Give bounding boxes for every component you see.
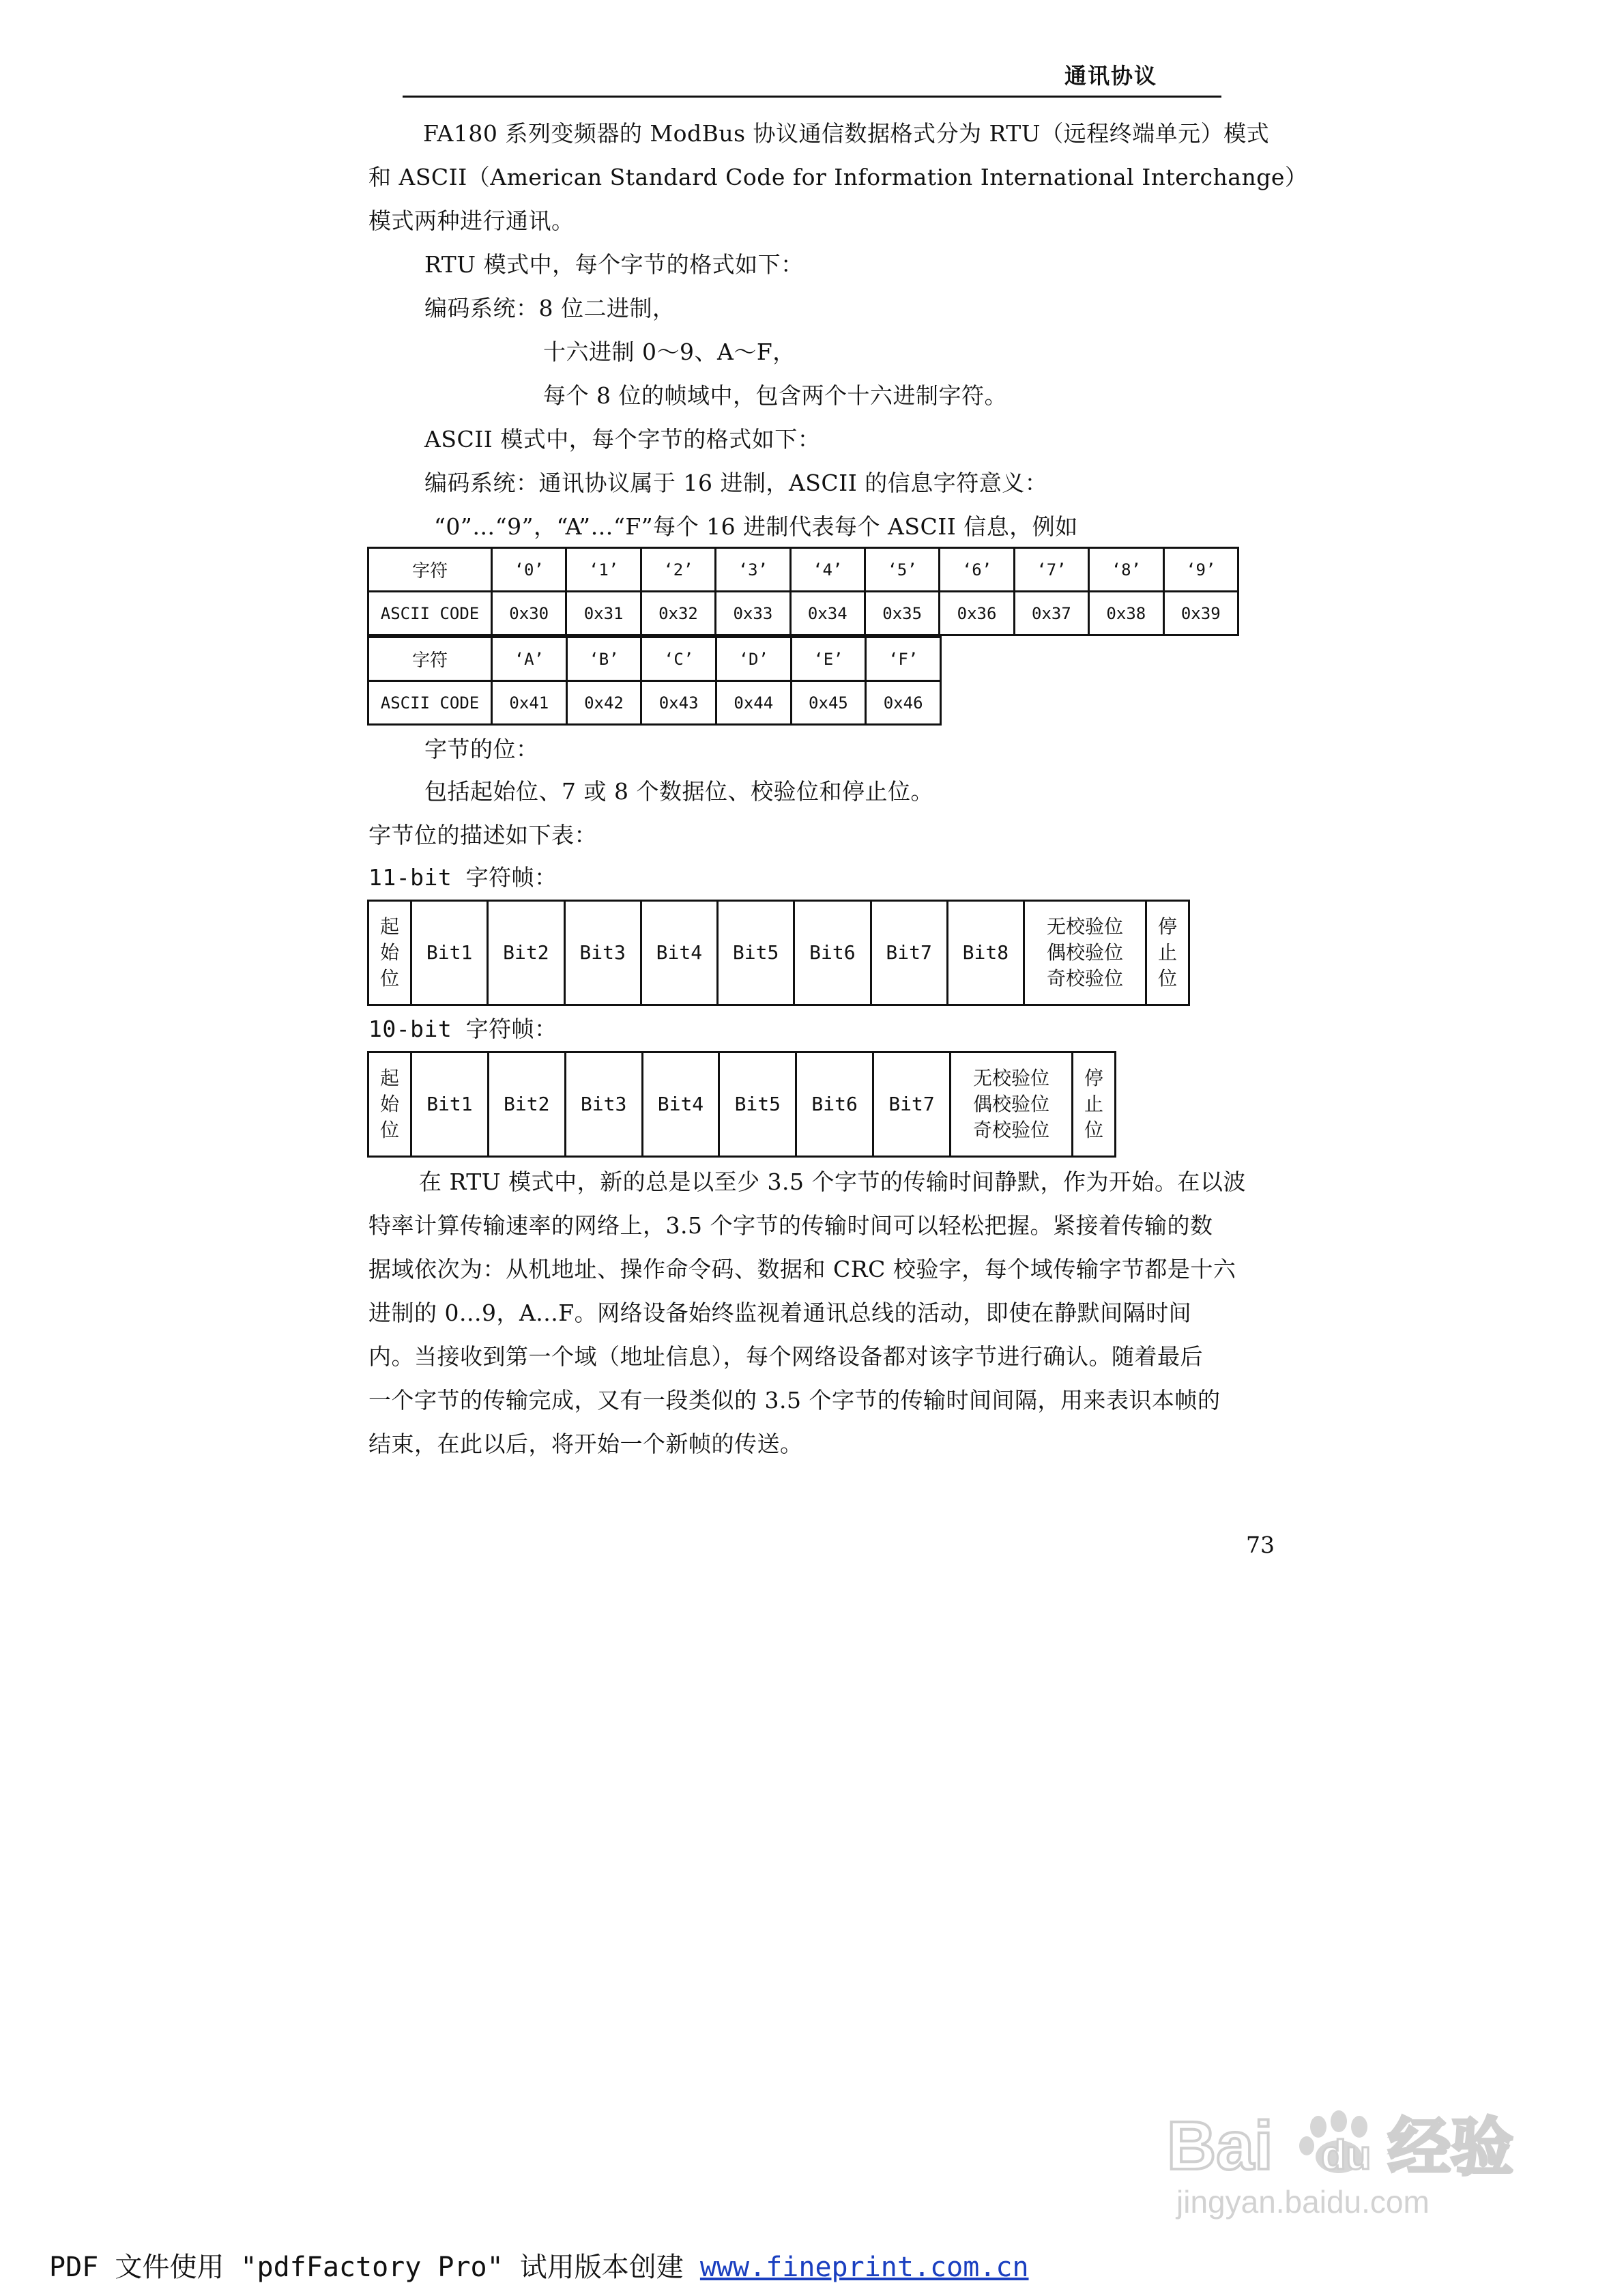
table-cell: ‘6’ xyxy=(940,548,1014,592)
data-bit-cell: Bit5 xyxy=(718,901,794,1005)
table-cell: 0x41 xyxy=(492,681,567,725)
data-bit-cell: Bit1 xyxy=(411,901,488,1005)
watermark-brand-text-2: du xyxy=(1321,2132,1372,2178)
table-cell: ‘2’ xyxy=(641,548,715,592)
table-cell: 0x43 xyxy=(641,681,716,725)
rtu-encoding-line-3: 每个 8 位的帧域中，包含两个十六进制字符。 xyxy=(543,382,1007,409)
rtu-body-line-6: 一个字节的传输完成，又有一段类似的 3.5 个字节的传输时间间隔，用来表识本帧的 xyxy=(368,1387,1221,1414)
byte-bits-heading: 字节的位： xyxy=(424,736,539,762)
watermark-url-text: jingyan.baidu.com xyxy=(1176,2184,1430,2220)
table-cell: 0x35 xyxy=(865,592,939,635)
ascii-format-title: ASCII 模式中，每个字节的格式如下： xyxy=(424,426,821,453)
data-bit-cell: Bit1 xyxy=(411,1052,489,1157)
frame10-table xyxy=(367,1051,1116,1158)
rtu-body-line-3: 据域依次为：从机地址、操作命令码、数据和 CRC 校验字，每个域传输字节都是十六 xyxy=(368,1256,1236,1282)
page-number: 73 xyxy=(1246,1532,1275,1558)
header-rule xyxy=(403,96,1221,98)
start-bit-cell: 起 始 位 xyxy=(368,901,411,1005)
page-header-title: 通讯协议 xyxy=(1064,63,1158,89)
intro-line-3: 模式两种进行通讯。 xyxy=(368,207,575,234)
row-label-code: ASCII CODE xyxy=(368,592,492,635)
table-cell: ‘B’ xyxy=(566,637,641,681)
watermark-product-text: 经验 xyxy=(1388,2111,1514,2184)
start-bit-cell: 起 始 位 xyxy=(368,1052,411,1157)
data-bit-cell: Bit3 xyxy=(564,901,641,1005)
stop-bit-cell: 停 止 位 xyxy=(1073,1052,1116,1157)
frame10-label: 10-bit 字符帧： xyxy=(368,1016,557,1042)
table-cell: 0x32 xyxy=(641,592,715,635)
data-bit-cell: Bit8 xyxy=(947,901,1024,1005)
rtu-encoding-line-2: 十六进制 0～9、A～F， xyxy=(543,339,796,365)
ascii-example-line: “0”…“9”，“A”…“F”每个 16 进制代表每个 ASCII 信息，例如 xyxy=(434,513,1078,540)
rtu-body-line-1: 在 RTU 模式中，新的总是以至少 3.5 个字节的传输时间静默，作为开始。在以波 xyxy=(419,1168,1247,1195)
data-bit-cell: Bit2 xyxy=(488,1052,565,1157)
watermark-brand-text: Bai xyxy=(1167,2108,1273,2184)
table-row xyxy=(368,1052,1116,1157)
data-bit-cell: Bit4 xyxy=(642,1052,719,1157)
table-cell: 0x30 xyxy=(492,592,566,635)
table-cell: ‘5’ xyxy=(865,548,939,592)
frame11-label: 11-bit 字符帧： xyxy=(368,864,557,891)
ascii-digits-table xyxy=(367,547,1239,636)
table-cell: ‘E’ xyxy=(791,637,866,681)
table-cell: 0x34 xyxy=(790,592,865,635)
table-cell: ‘1’ xyxy=(566,548,641,592)
parity-bit-cell: 无校验位 偶校验位 奇校验位 xyxy=(951,1052,1073,1157)
rtu-format-title: RTU 模式中，每个字节的格式如下： xyxy=(424,251,804,278)
table-cell: ‘A’ xyxy=(492,637,567,681)
data-bit-cell: Bit7 xyxy=(873,1052,951,1157)
table-cell: ‘0’ xyxy=(492,548,566,592)
table-row xyxy=(368,681,941,725)
row-label-char: 字符 xyxy=(368,637,492,681)
table-row xyxy=(368,637,941,681)
table-cell: 0x42 xyxy=(566,681,641,725)
stop-bit-cell: 停 止 位 xyxy=(1146,901,1189,1005)
ascii-letters-table xyxy=(367,636,942,726)
data-bit-cell: Bit2 xyxy=(488,901,564,1005)
intro-line-2: 和 ASCII（American Standard Code for Information International Interchange） xyxy=(368,164,1308,190)
frame11-table xyxy=(367,900,1190,1006)
rtu-body-line-4: 进制的 0...9，A...F。网络设备始终监视着通讯总线的活动，即使在静默间隔时间 xyxy=(368,1300,1192,1326)
ascii-encoding-line: 编码系统：通讯协议属于 16 进制，ASCII 的信息字符意义： xyxy=(424,470,1048,496)
table-cell: ‘8’ xyxy=(1089,548,1163,592)
footer-link[interactable]: www.fineprint.com.cn xyxy=(699,2252,1029,2283)
table-cell: ‘7’ xyxy=(1014,548,1088,592)
data-bit-cell: Bit5 xyxy=(719,1052,796,1157)
data-bit-cell: Bit4 xyxy=(641,901,717,1005)
table-cell: 0x39 xyxy=(1163,592,1238,635)
footer-text: PDF 文件使用 "pdfFactory Pro" 试用版本创建 xyxy=(49,2252,700,2283)
table-cell: 0x46 xyxy=(866,681,941,725)
table-cell: 0x31 xyxy=(566,592,641,635)
table-row xyxy=(368,548,1238,592)
table-row xyxy=(368,592,1238,635)
bits-table-intro: 字节位的描述如下表： xyxy=(368,822,597,848)
baidu-jingyan-watermark xyxy=(1160,2089,1542,2225)
data-bit-cell: Bit6 xyxy=(796,1052,873,1157)
table-cell: 0x33 xyxy=(716,592,790,635)
table-cell: 0x45 xyxy=(791,681,866,725)
table-cell: ‘4’ xyxy=(790,548,865,592)
rtu-encoding-line-1: 编码系统：8 位二进制， xyxy=(424,295,676,321)
table-cell: 0x44 xyxy=(716,681,791,725)
row-label-char: 字符 xyxy=(368,548,492,592)
data-bit-cell: Bit7 xyxy=(871,901,947,1005)
table-cell: 0x37 xyxy=(1014,592,1088,635)
rtu-body-line-5: 内。当接收到第一个域（地址信息），每个网络设备都对该字节进行确认。随着最后 xyxy=(368,1343,1203,1370)
table-cell: ‘D’ xyxy=(716,637,791,681)
data-bit-cell: Bit3 xyxy=(565,1052,642,1157)
pdf-footer xyxy=(49,2245,1029,2284)
data-bit-cell: Bit6 xyxy=(794,901,871,1005)
row-label-code: ASCII CODE xyxy=(368,681,492,725)
table-cell: 0x36 xyxy=(940,592,1014,635)
rtu-body-line-2: 特率计算传输速率的网络上，3.5 个字节的传输时间可以轻松把握。紧接着传输的数 xyxy=(368,1212,1213,1239)
rtu-body-line-7: 结束，在此以后，将开始一个新帧的传送。 xyxy=(368,1431,803,1457)
table-cell: ‘C’ xyxy=(641,637,716,681)
table-row xyxy=(368,901,1189,1005)
byte-bits-description: 包括起始位、7 或 8 个数据位、校验位和停止位。 xyxy=(424,778,933,805)
intro-line-1: FA180 系列变频器的 ModBus 协议通信数据格式分为 RTU（远程终端单元）模式 xyxy=(423,120,1270,147)
parity-bit-cell: 无校验位 偶校验位 奇校验位 xyxy=(1024,901,1146,1005)
table-cell: ‘3’ xyxy=(716,548,790,592)
table-cell: 0x38 xyxy=(1089,592,1163,635)
table-cell: ‘9’ xyxy=(1163,548,1238,592)
table-cell: ‘F’ xyxy=(866,637,941,681)
